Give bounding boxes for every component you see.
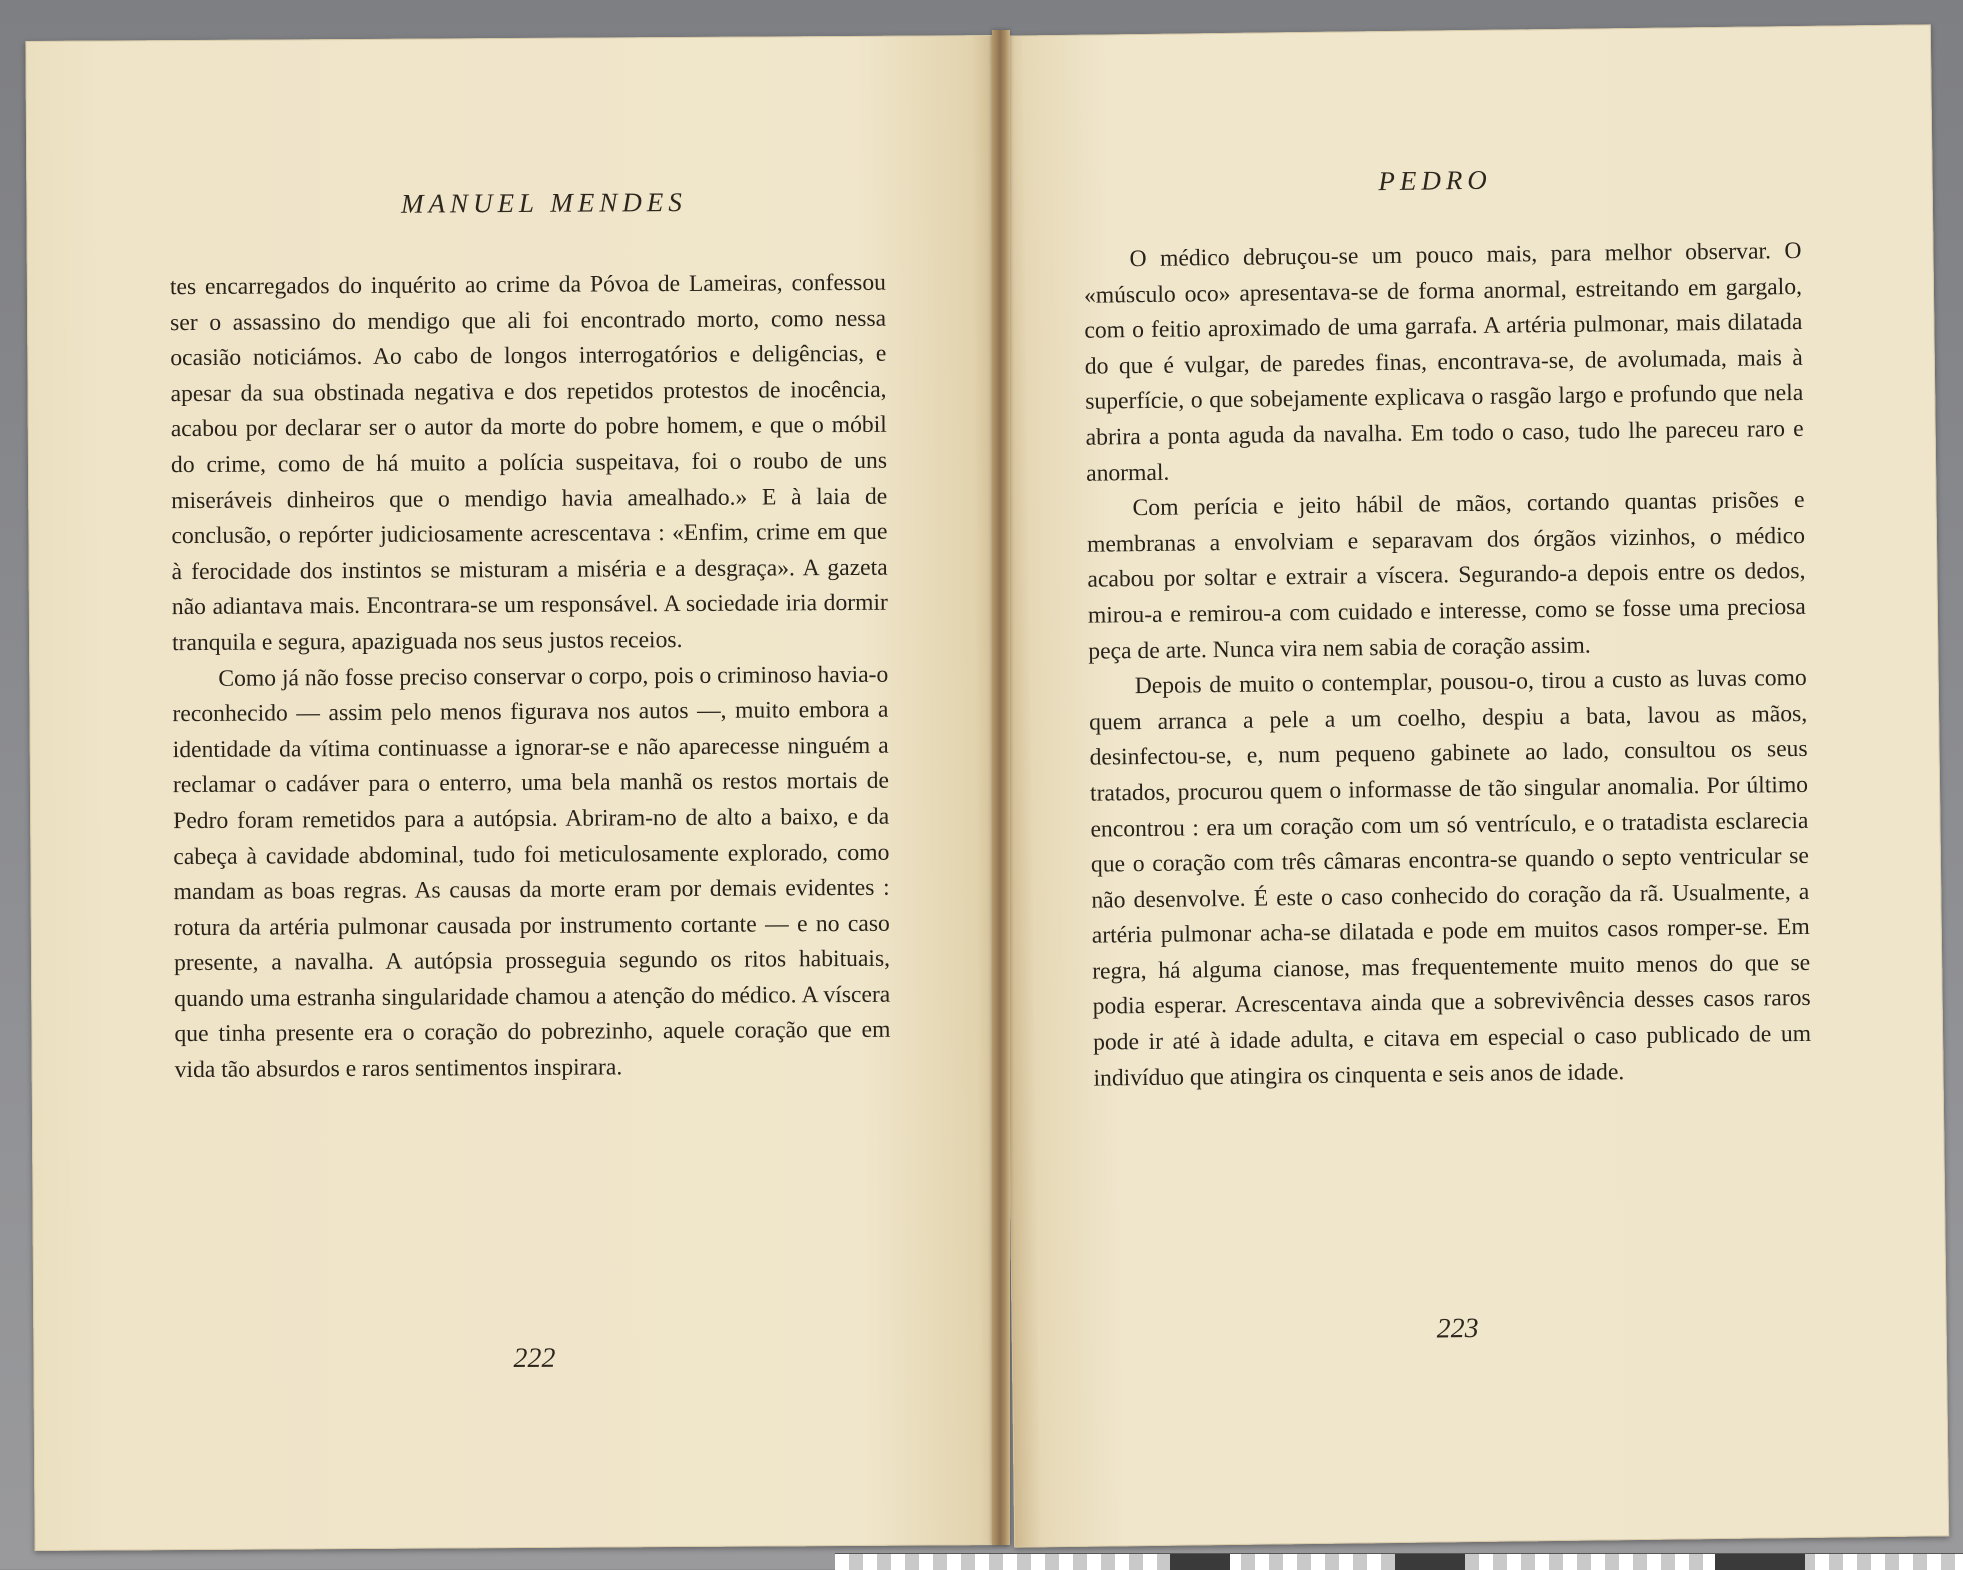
running-head-author: MANUEL MENDES (400, 186, 687, 219)
running-head-title: PEDRO (1378, 164, 1493, 197)
right-page (996, 24, 1949, 1547)
calibration-patch (1170, 1554, 1230, 1570)
left-page-text (170, 266, 891, 1089)
left-page (25, 35, 1009, 1551)
right-page-text (1083, 234, 1811, 1097)
scan-calibration-strip (835, 1553, 1963, 1570)
paragraph: tes encarregados do inquérito ao crime da Póvoa de Lameiras, confessou ser o assassino do mendigo que ali foi encontrado morto, como nessa ocasião noticiámos. Ao cabo de longos interrogatórios e deligências, e apesar da sua obstinada negativa e dos repetidos protestos de inocência, acabou por declarar ser o autor da morte do pobre homem, e que o móbil do crime, como de há muito a polícia suspeitava, foi o roubo de uns miseráveis dinheiros que o mendigo havia amealhado.» E à laia de conclusão, o repórter judiciosamente acrescentava : «Enfim, crime em que à ferocidade dos instintos se misturam a miséria e a desgraça». A gazeta não adiantava mais. Encontrara-se um responsável. A sociedade iria dormir tranquila e segura, apaziguada nos seus justos receios. (169, 269, 888, 657)
paragraph: Como já não fosse preciso conservar o corpo, pois o criminoso havia-o reconhecido — assim pelo menos figurava nos autos —, muito embora a identidade da vítima continuasse a ignorar-se e não aparecesse ninguém a reclamar o cadáver para o enterro, uma bela manhã os restos mortais de Pedro foram remetidos para a autópsia. Abriram-no de alto a baixo, e da cabeça à cavidade abdominal, tudo foi meticulosamente explorado, como mandam as boas regras. As causas da morte eram por demais evidentes : rotura da artéria pulmonar causada por instrumento cortante — e no caso presente, a navalha. A autópsia prosseguia segundo os ritos habituais, quando uma estranha singularidade chamou a atenção do médico. A víscera que tinha presente era o coração do pobrezinho, aquele coração que em vida tão absurdos e raros sentimentos inspirara. (172, 661, 891, 1084)
page-number-right: 223 (1436, 1312, 1479, 1345)
calibration-patch (1395, 1554, 1465, 1570)
book-gutter (992, 30, 1010, 1545)
paragraph: O médico debruçou-se um pouco mais, para melhor observar. O «músculo oco» apresentava-se de forma anormal, estreitando em gargalo, com o feitio aproximado de uma garrafa. A artéria pulmonar, mais dilatada do que é vulgar, de paredes finas, encontrava-se, de avolumada, mais à superfície, o que sobejamente explicava o rasgão largo e profundo que nela abrira a ponta aguda da navalha. Em todo o caso, tudo lhe pareceu raro e anormal. (1083, 237, 1804, 487)
page-number-left: 222 (513, 1342, 556, 1375)
paragraph: Com perícia e jeito hábil de mãos, cortando quantas prisões e membranas a envolviam e separavam dos órgãos vizinhos, o médico acabou por soltar e extrair a víscera. Segurando-a depois entre os dedos, mirou-a e remirou-a com cuidado e interesse, como se fosse uma preciosa peça de arte. Nunca vira nem sabia de coração assim. (1086, 487, 1806, 665)
calibration-patch (1715, 1554, 1805, 1570)
paragraph: Depois de muito o contemplar, pousou-o, tirou a custo as luvas como quem arranca a pele a um coelho, despiu a bata, lavou as mãos, desinfectou-se, e, num pequeno gabinete ao lado, consultou os seus tratados, procurou quem o informasse de tão singular anomalia. Por último encontrou : era um coração com um só ventrículo, e o tratadista esclarecia que o coração com três câmaras encontra-se quando o septo ventricular se não desenvolve. É este o caso conhecido do coração da rã. Usualmente, a artéria pulmonar acha-se dilatada e pode em muitos casos romper-se. Em regra, há alguma cianose, mas frequentemente muito menos do que se podia esperar. Acrescentava ainda que a sobrevivência desses casos raros pode ir até à idade adulta, e citava em especial o caso publicado de um indivíduo que atingira os cinquenta e seis anos de idade. (1089, 665, 1812, 1092)
